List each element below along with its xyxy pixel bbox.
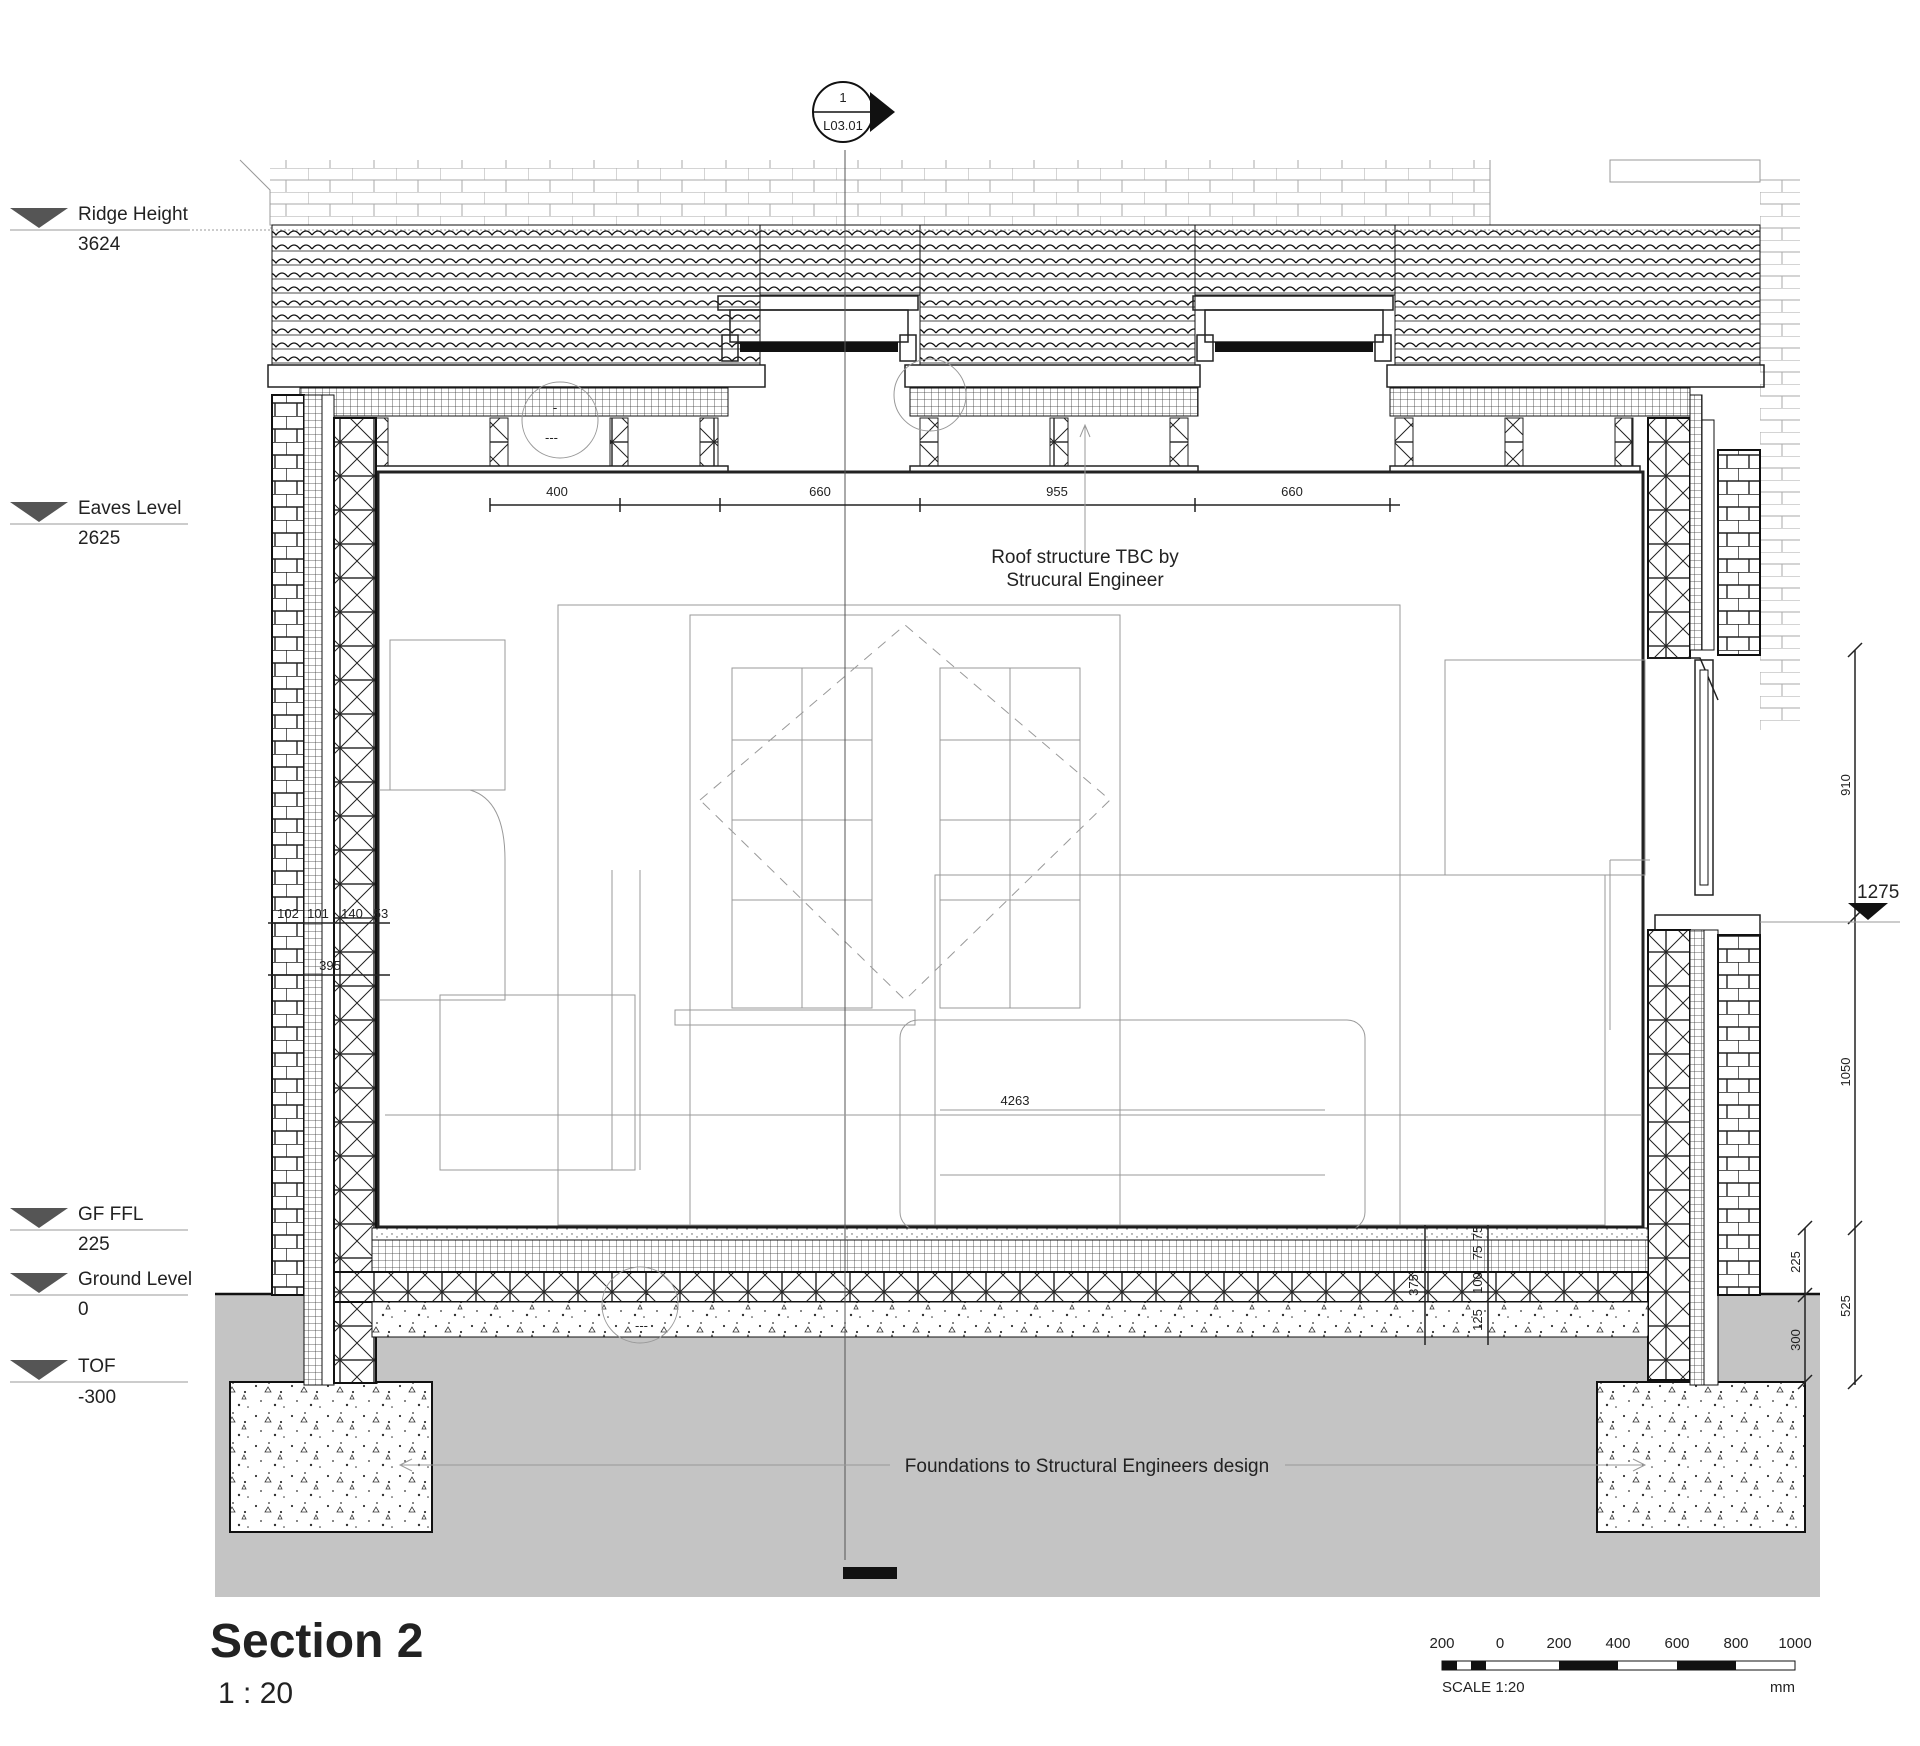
floor-slab bbox=[334, 1272, 1648, 1302]
level-value: 0 bbox=[78, 1299, 89, 1320]
right-dim-2: 1050 bbox=[1838, 1057, 1853, 1087]
wall-dim-2: 101 bbox=[307, 906, 329, 921]
scale-bar bbox=[1429, 1635, 1811, 1696]
detail-callout-top-label: - bbox=[553, 400, 558, 415]
roof-dim-3: 955 bbox=[1046, 484, 1068, 499]
level-marker-eaves bbox=[10, 498, 188, 549]
roof-tiles-middle bbox=[920, 225, 1195, 365]
level-value: 3624 bbox=[78, 234, 121, 255]
wall-left-brick bbox=[272, 395, 304, 1295]
level-marker-sill bbox=[1760, 882, 1900, 922]
detail-callout-bottom-label: - bbox=[645, 1286, 650, 1301]
scale-bar-label: SCALE 1:20 bbox=[1442, 1679, 1525, 1696]
section-marker-number: 1 bbox=[839, 90, 847, 105]
right-dim-5: 300 bbox=[1788, 1329, 1803, 1351]
slab-dim-3: 75 bbox=[1470, 1245, 1485, 1261]
roof-dimensions bbox=[490, 484, 1400, 512]
level-name: Ground Level bbox=[78, 1269, 193, 1290]
scale-tick: 200 bbox=[1429, 1635, 1455, 1652]
rooflight-right bbox=[1193, 296, 1393, 361]
detail-callout-top-dash: --- bbox=[545, 430, 558, 445]
slab-dim-4: 75 bbox=[1470, 1225, 1485, 1241]
foundations-note-text: Foundations to Structural Engineers design bbox=[904, 1456, 1270, 1477]
level-marker-ground bbox=[10, 1269, 192, 1320]
level-value: -300 bbox=[78, 1387, 117, 1408]
wall-right-brick-lower bbox=[1718, 935, 1760, 1295]
room-width-dim: 4263 bbox=[1000, 1093, 1030, 1108]
scale-tick: 400 bbox=[1605, 1635, 1631, 1652]
level-name: GF FFL bbox=[78, 1204, 144, 1225]
foundation-left bbox=[230, 1382, 432, 1532]
background-brickwork-right bbox=[1760, 170, 1800, 730]
foundation-right bbox=[1597, 1382, 1805, 1532]
drawing-title: Section 2 bbox=[210, 1615, 424, 1668]
slab-dim-2: 100 bbox=[1470, 1272, 1485, 1294]
wall-dim-1: 102 bbox=[277, 906, 299, 921]
roof-joists bbox=[370, 418, 1633, 466]
ground bbox=[215, 1295, 1820, 1597]
section-marker-sheet: L03.01 bbox=[823, 118, 863, 133]
slab-dim-5: 125 bbox=[1470, 1309, 1485, 1331]
slab-dim-1: 375 bbox=[1406, 1274, 1421, 1296]
right-dim-3: 225 bbox=[1788, 1251, 1803, 1273]
right-dim-4: 525 bbox=[1838, 1295, 1853, 1317]
roof-dim-4: 660 bbox=[1281, 484, 1303, 499]
right-dimensions bbox=[1788, 643, 1862, 1389]
wall-dim-3: 140 bbox=[341, 906, 363, 921]
level-marker-ridge bbox=[10, 204, 189, 255]
wall-dim-4: 53 bbox=[373, 906, 389, 921]
wall-right-block-upper bbox=[1648, 418, 1690, 658]
wall-right-block-lower bbox=[1648, 930, 1690, 1380]
scale-tick: 800 bbox=[1723, 1635, 1749, 1652]
section-cut-end bbox=[843, 1567, 897, 1579]
scale-bar-unit: mm bbox=[1770, 1679, 1795, 1696]
level-value: 2625 bbox=[78, 528, 121, 549]
roof-dim-2: 660 bbox=[809, 484, 831, 499]
wall-right-brick-upper bbox=[1718, 450, 1760, 655]
floor-hardcore bbox=[372, 1302, 1648, 1337]
floor-screed bbox=[372, 1225, 1648, 1241]
level-marker-tof bbox=[10, 1356, 188, 1408]
background-furniture bbox=[380, 605, 1650, 1230]
wall-left-cavity bbox=[304, 395, 322, 1385]
scale-tick: 200 bbox=[1546, 1635, 1572, 1652]
level-value: 225 bbox=[78, 1234, 110, 1255]
roof-note-line-2: Strucural Engineer bbox=[1006, 570, 1164, 591]
level-name: Ridge Height bbox=[78, 204, 188, 225]
roof-note-line-1: Roof structure TBC by bbox=[991, 547, 1179, 568]
roof-tiles-right bbox=[1395, 225, 1760, 365]
scale-tick: 1000 bbox=[1778, 1635, 1812, 1652]
section-marker bbox=[813, 82, 895, 142]
level-marker-gf-ffl bbox=[10, 1204, 188, 1255]
level-name: Eaves Level bbox=[78, 498, 182, 519]
right-dim-1: 910 bbox=[1838, 774, 1853, 796]
floor-insulation bbox=[372, 1240, 1648, 1272]
level-name: TOF bbox=[78, 1356, 116, 1377]
sill-level-value: 1275 bbox=[1857, 882, 1900, 903]
scale-tick: 600 bbox=[1664, 1635, 1690, 1652]
roof-dim-1: 400 bbox=[546, 484, 568, 499]
detail-callout-bottom-dash: --- bbox=[635, 1318, 648, 1333]
background-window-head bbox=[1610, 160, 1760, 182]
scale-tick: 0 bbox=[1495, 1635, 1505, 1652]
wall-total-dim: 395 bbox=[319, 958, 341, 973]
roof-tiles-left bbox=[272, 225, 760, 365]
drawing-scale: 1 : 20 bbox=[218, 1677, 294, 1710]
wall-left-block bbox=[334, 418, 376, 1383]
background-brickwork bbox=[270, 160, 1490, 230]
